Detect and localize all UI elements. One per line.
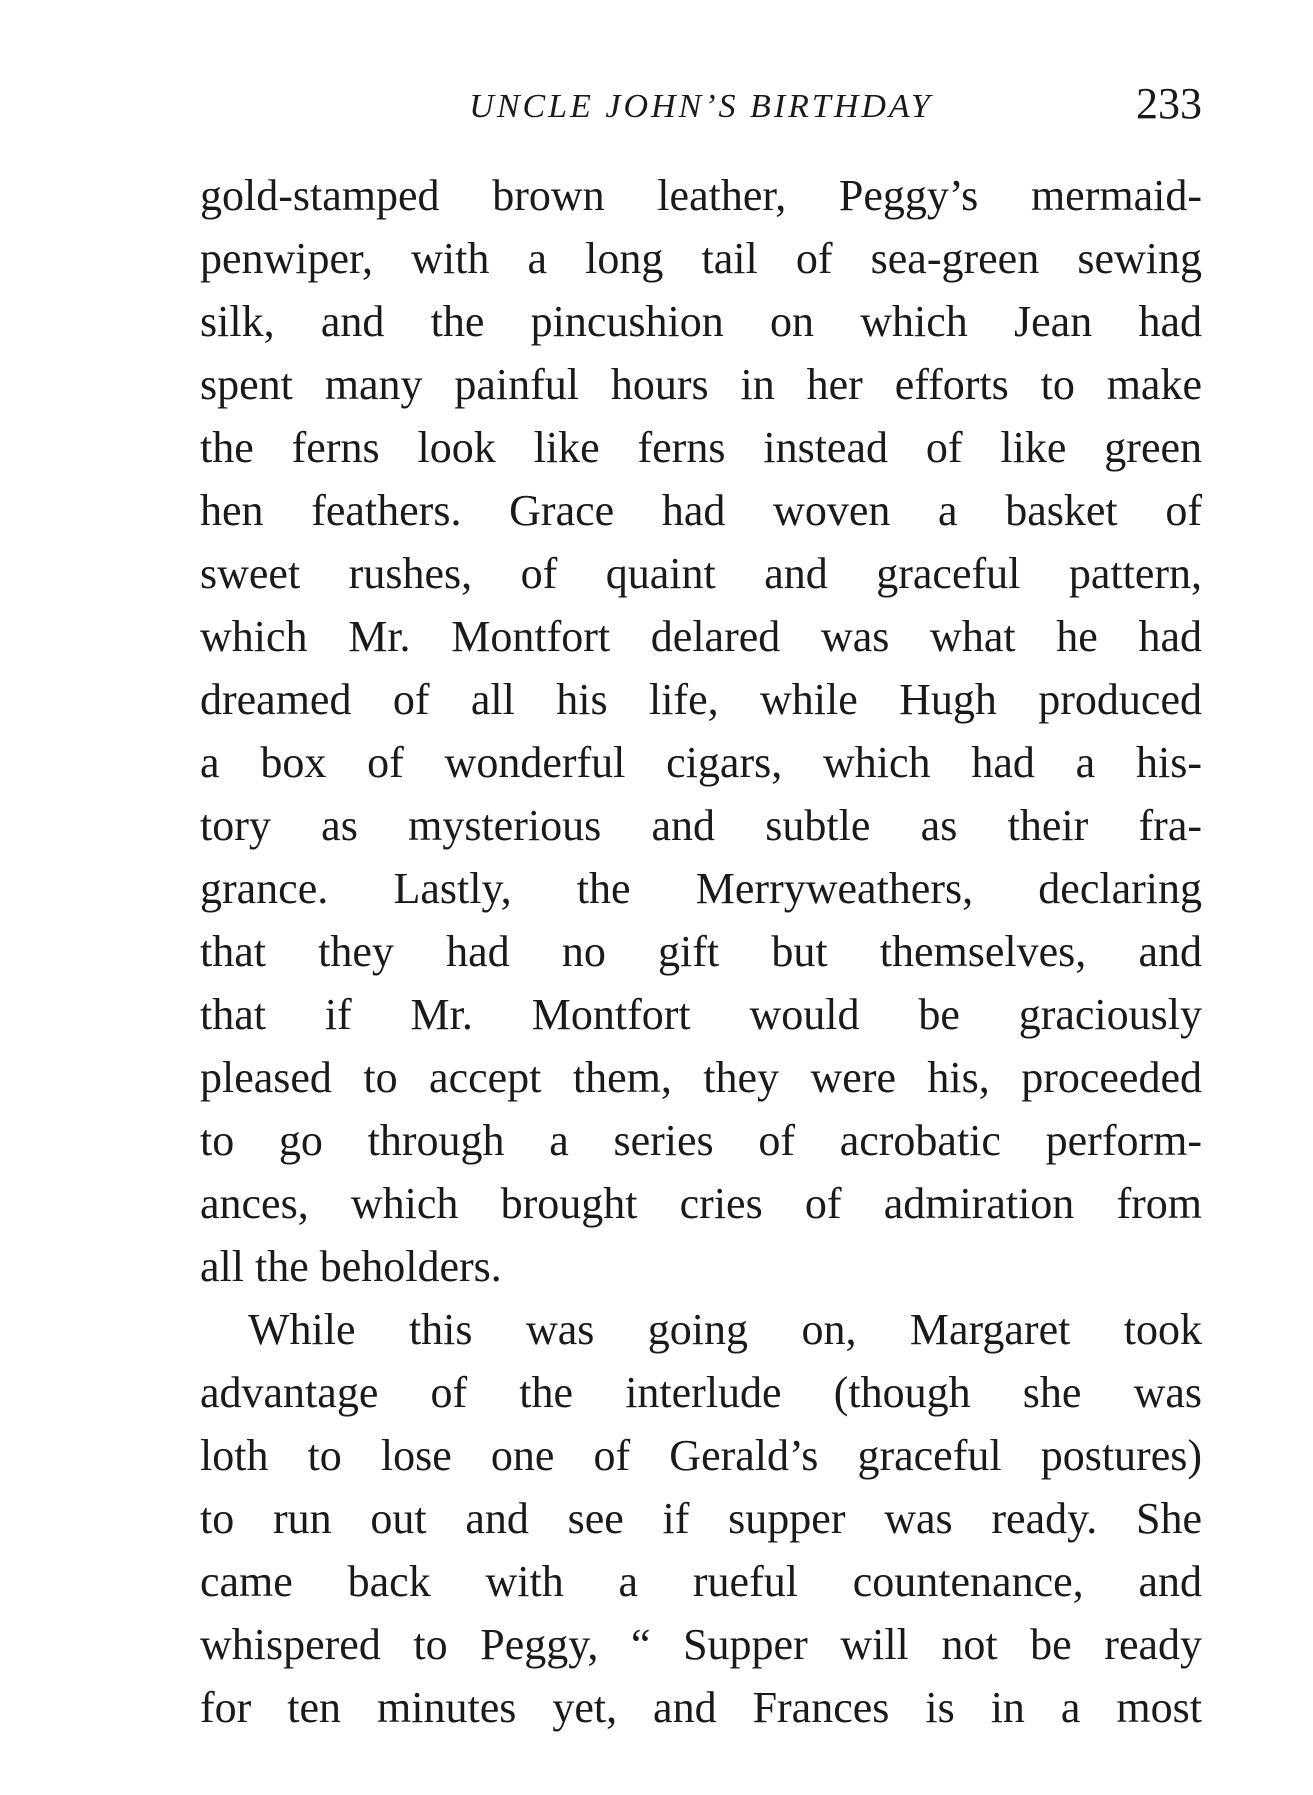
text-line: loth to lose one of Gerald’s graceful postures) bbox=[200, 1431, 1202, 1480]
text-line: ances, which brought cries of admiration from bbox=[200, 1179, 1202, 1228]
text-line: pleased to accept them, they were his, proceeded bbox=[200, 1053, 1202, 1102]
text-line: dreamed of all his life, while Hugh produced bbox=[200, 675, 1202, 724]
text-line: for ten minutes yet, and Frances is in a most bbox=[200, 1683, 1202, 1732]
text-line: all the beholders. bbox=[200, 1242, 502, 1291]
text-line: which Mr. Montfort delared was what he had bbox=[200, 612, 1202, 661]
text-line: advantage of the interlude (though she was bbox=[200, 1368, 1202, 1417]
text-line: to run out and see if supper was ready. She bbox=[200, 1494, 1202, 1543]
text-line: whispered to Peggy, “ Supper will not be ready bbox=[200, 1620, 1202, 1669]
text-line: that if Mr. Montfort would be graciously bbox=[200, 990, 1202, 1039]
body-text bbox=[200, 164, 1202, 1739]
text-line: hen feathers. Grace had woven a basket of bbox=[200, 486, 1202, 535]
text-line: the ferns look like ferns instead of like green bbox=[200, 423, 1202, 472]
paragraph-1 bbox=[200, 164, 1202, 1298]
text-line: came back with a rueful countenance, and bbox=[200, 1557, 1202, 1606]
paragraph-2 bbox=[200, 1298, 1202, 1739]
page-number: 233 bbox=[1136, 79, 1202, 128]
running-head bbox=[200, 70, 1202, 140]
text-line: sweet rushes, of quaint and graceful pattern, bbox=[200, 549, 1202, 598]
text-line: spent many painful hours in her efforts to make bbox=[200, 360, 1202, 409]
text-line: tory as mysterious and subtle as their fra- bbox=[200, 801, 1202, 850]
text-line: grance. Lastly, the Merryweathers, declaring bbox=[200, 864, 1202, 913]
text-line: a box of wonderful cigars, which had a his- bbox=[200, 738, 1202, 787]
text-line: that they had no gift but themselves, and bbox=[200, 927, 1202, 976]
text-line: silk, and the pincushion on which Jean had bbox=[200, 297, 1202, 346]
text-line: While this was going on, Margaret took bbox=[248, 1305, 1202, 1354]
text-line: gold-stamped brown leather, Peggy’s mermaid- bbox=[200, 171, 1202, 220]
text-line: to go through a series of acrobatic perform- bbox=[200, 1116, 1202, 1165]
text-line: penwiper, with a long tail of sea-green sewing bbox=[200, 234, 1202, 283]
running-title: UNCLE JOHN’S BIRTHDAY bbox=[469, 88, 933, 125]
